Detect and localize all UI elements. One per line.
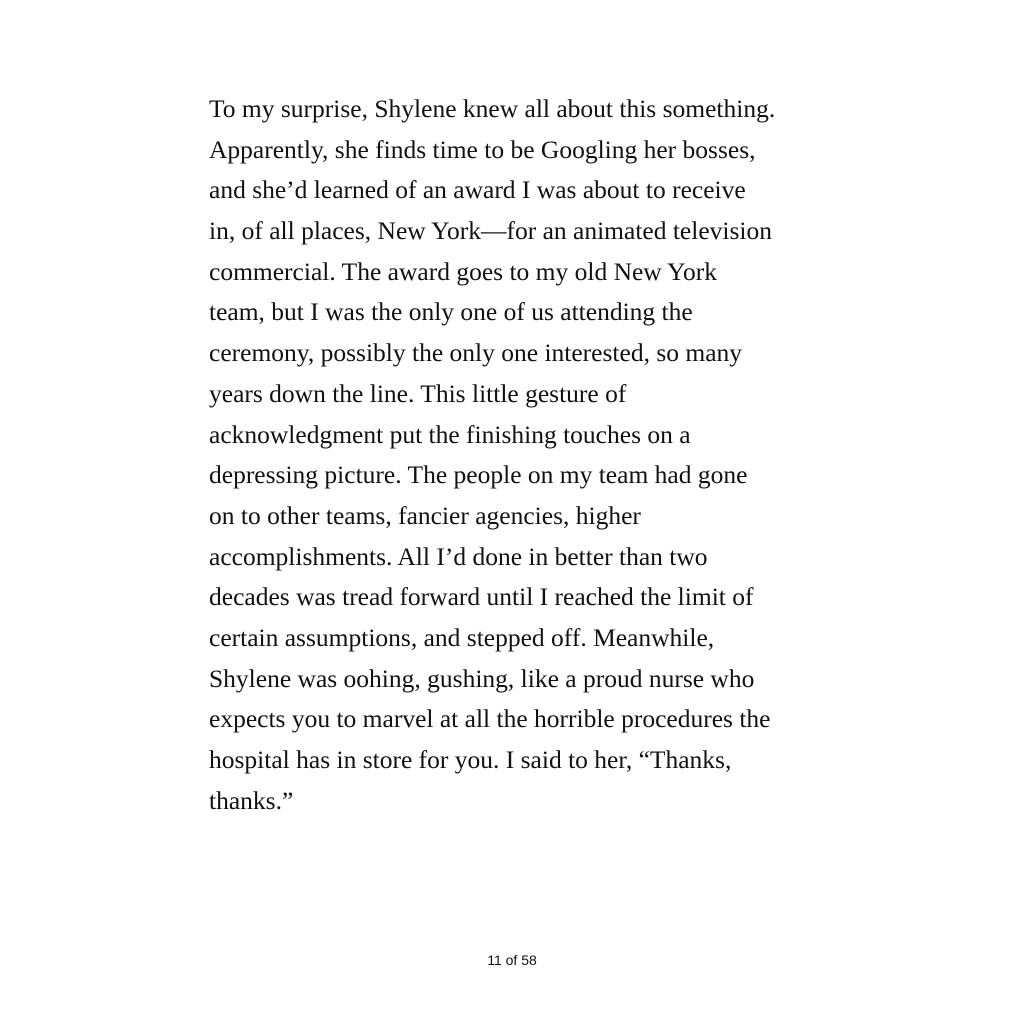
text-line: Apparently, she finds time to be Googling her bosses, <box>209 134 756 164</box>
text-line: acknowledgment put the finishing touches on a <box>209 419 691 449</box>
text-line: To my surprise, Shylene knew all about this something. <box>209 94 776 123</box>
text-line: years down the line. This little gesture of <box>209 378 627 408</box>
text-line: and she’d learned of an award I was about to receive <box>209 175 746 205</box>
text-line: on to other teams, fancier agencies, higher <box>209 500 641 530</box>
text-line: Shylene was oohing, gushing, like a proud nurse who <box>209 663 755 693</box>
text-line: thanks.” <box>209 785 294 815</box>
text-line: decades was tread forward until I reached the limit of <box>209 582 754 612</box>
text-line: certain assumptions, and stepped off. Meanwhile, <box>209 622 715 652</box>
text-line: commercial. The award goes to my old New York <box>209 256 718 286</box>
text-line: depressing picture. The people on my team had gone <box>209 460 748 490</box>
page-indicator: 11 of 58 <box>487 952 537 968</box>
text-line: in, of all places, New York—for an animated television <box>209 216 772 246</box>
body-paragraph <box>209 89 849 821</box>
text-line: accomplishments. All I’d done in better than two <box>209 541 708 571</box>
text-line: hospital has in store for you. I said to her, “Thanks, <box>209 745 732 774</box>
text-line: expects you to marvel at all the horrible procedures the <box>209 704 771 734</box>
text-line: ceremony, possibly the only one interested, so many <box>209 338 743 368</box>
text-line: team, but I was the only one of us attending the <box>209 297 693 327</box>
